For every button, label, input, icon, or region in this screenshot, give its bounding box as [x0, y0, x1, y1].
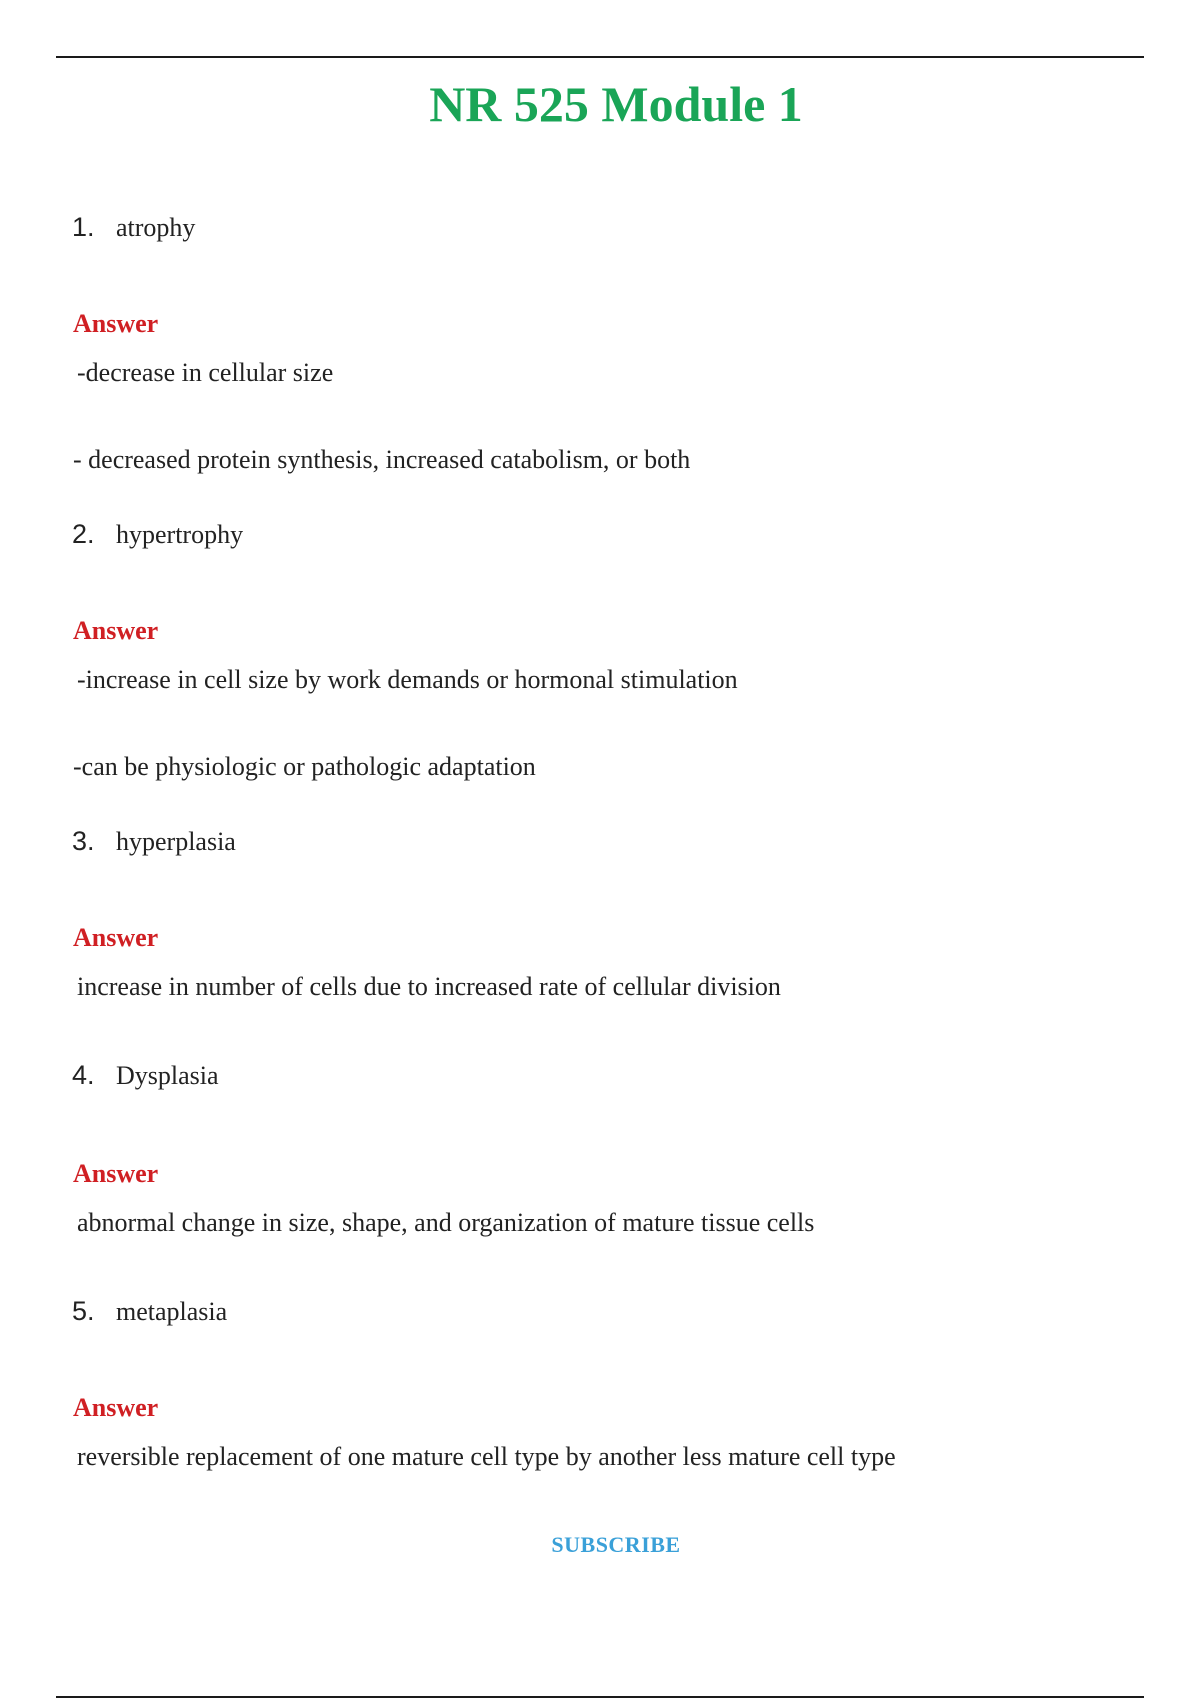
answer-label: Answer: [73, 616, 159, 645]
question-term: Dysplasia: [116, 1061, 219, 1090]
answer-text: -decrease in cellular size: [77, 358, 334, 387]
question-term: hypertrophy: [116, 520, 244, 549]
answer-text: -increase in cell size by work demands or hormonal stimulation: [77, 665, 738, 694]
answer-label: Answer: [73, 1393, 159, 1422]
answer-text: -can be physiologic or pathologic adaptation: [73, 752, 536, 781]
question-number: 4.: [72, 1060, 95, 1090]
answer-label: Answer: [73, 1159, 159, 1188]
question-number: 5.: [72, 1296, 95, 1326]
page-title: NR 525 Module 1: [429, 76, 803, 132]
question-term: hyperplasia: [116, 827, 236, 856]
answer-text: - decreased protein synthesis, increased catabolism, or both: [73, 445, 691, 474]
answer-text: increase in number of cells due to increased rate of cellular division: [77, 972, 781, 1001]
answer-text: abnormal change in size, shape, and organization of mature tissue cells: [77, 1208, 815, 1237]
question-term: metaplasia: [116, 1297, 228, 1326]
bottom-rule: [56, 1696, 1144, 1698]
question-number: 3.: [72, 826, 95, 856]
question-term: atrophy: [116, 213, 196, 242]
answer-label: Answer: [73, 923, 159, 952]
answer-label: Answer: [73, 309, 159, 338]
subscribe-link[interactable]: SUBSCRIBE: [551, 1532, 681, 1557]
question-number: 2.: [72, 519, 95, 549]
question-number: 1.: [72, 212, 95, 242]
answer-text: reversible replacement of one mature cell type by another less mature cell type: [77, 1442, 896, 1471]
